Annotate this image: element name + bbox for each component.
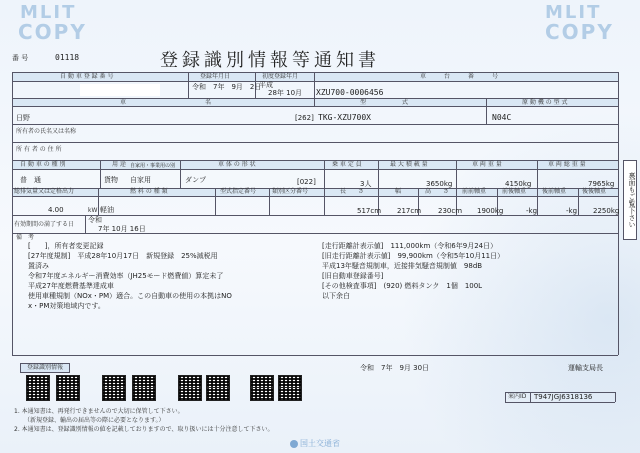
- qr-code: [278, 387, 302, 401]
- page-title: 登録識別情報等通知書: [160, 50, 380, 71]
- remark-line: 令和7年度エネルギー消費効率（JH25モード燃費値）算定未了: [28, 272, 224, 280]
- note-line: 1. 本通知書は、再発行できませんので大切に保管して下さい。: [14, 408, 184, 415]
- remark-line: [その他検査事項] (920) 燃料タンク 1個 100L: [322, 282, 483, 290]
- rating-unit: kW: [88, 207, 98, 214]
- remark-line: 置済み: [28, 262, 49, 270]
- kind-label: 自 動 車 の 種 別: [20, 161, 66, 168]
- front-rear-axle-label: 前後軸重: [502, 188, 527, 195]
- ministry-footer: [290, 438, 340, 449]
- remark-line: [27年度規制] 平成28年10月17日 新規登録 25%減税用: [28, 252, 218, 260]
- qr-code: [178, 387, 202, 401]
- fuel-value: 軽油: [100, 206, 114, 214]
- header-band: [12, 188, 618, 196]
- make-label: 車: [120, 99, 127, 106]
- remark-line: 使用車種規制（NOx・PM）適合。この自動車の使用の本拠はNO: [28, 292, 232, 300]
- rear-rear-axle-label: 後後軸重: [582, 188, 607, 195]
- remark-line: 平成13年騒音規制車，近接排気騒音規制値 98dB: [322, 262, 483, 270]
- remark-line: [走行距離計表示値] 111,000km（令和6年9月24日）: [322, 242, 498, 250]
- number-label: 番 号: [12, 54, 29, 62]
- remark-line: 以下余白: [322, 292, 350, 300]
- use-label: 用 途: [112, 161, 126, 168]
- qr-code: [132, 387, 156, 401]
- gross-value: 7965kg: [588, 180, 615, 188]
- rear-front-axle-value: -kg: [566, 207, 578, 215]
- weight-value: 4150kg: [505, 180, 532, 188]
- length-value: 517cm: [357, 207, 382, 215]
- watermark-mlit: MLIT: [20, 2, 77, 23]
- engine-value: N04C: [492, 113, 512, 122]
- note-line: 2. 本通知書は、登録識別情報の値を記載しておりますので、取り扱いには十分注意して下さい。: [14, 426, 274, 433]
- front-front-axle-label: 前前軸重: [462, 188, 487, 195]
- print-id: T947JGJ6318136: [534, 393, 593, 401]
- issue-date: 令和 7年 9月 30日: [360, 364, 430, 372]
- kind-value: 普 通: [20, 176, 41, 184]
- qr-code: [26, 387, 50, 401]
- model-label: 型 式: [360, 99, 409, 106]
- note-line: （新規登録、輸出の届出等の際に必要となります。）: [24, 417, 165, 424]
- owner-name-label: 所有者の氏名又は名称: [16, 128, 77, 135]
- reg-info-label: 登録識別情報: [20, 363, 70, 373]
- class-no-label: 類別区分番号: [272, 188, 309, 195]
- use-sub-label: 自家用・事業用の別: [130, 163, 176, 169]
- remark-line: [旧走行距離計表示値] 99,900km（令和5年10月11日）: [322, 252, 505, 260]
- remark-line: [旧自動車登録番号]: [322, 272, 384, 280]
- expiry-label: 有効期間の満了する日: [14, 221, 75, 228]
- rear-rear-axle-value: 2250kg: [593, 207, 620, 215]
- body-code: [022]: [297, 178, 316, 186]
- load-label: 最 大 積 載 量: [390, 161, 428, 168]
- remark-line: x・PM対策地域内です。: [28, 302, 105, 310]
- qr-code: [56, 387, 80, 401]
- side-tab: 裏面もご覧下さい: [623, 160, 637, 240]
- qr-code: [206, 387, 230, 401]
- use-value: 貨物: [104, 176, 118, 184]
- watermark-copy: COPY: [545, 20, 614, 44]
- engine-label: 原 動 機 の 型 式: [522, 99, 568, 106]
- gross-label: 車 両 総 重 量: [548, 161, 586, 168]
- width-label: 幅: [395, 188, 402, 195]
- use-private-value: 自家用: [130, 176, 151, 184]
- reg-date-label: 登録年月日: [200, 73, 231, 80]
- owner-address-label: 所 有 者 の 住 所: [16, 146, 62, 153]
- model-value: TKG-XZU700X: [318, 113, 371, 122]
- fuel-label: 燃 料 の 種 類: [130, 188, 168, 195]
- header-band: [12, 160, 618, 169]
- reg-date: 令和 7年 9月 2日: [192, 83, 262, 91]
- height-value: 230cm: [438, 207, 463, 215]
- remarks-label: 備 考: [16, 234, 35, 241]
- qr-code: [102, 387, 126, 401]
- front-front-axle-value: 1900kg: [477, 207, 504, 215]
- width-value: 217cm: [397, 207, 422, 215]
- expiry-date: 7年 10月 16日: [98, 225, 146, 233]
- first-reg-era: 平成: [259, 81, 273, 89]
- watermark-copy: COPY: [18, 20, 87, 44]
- body-label: 車 体 の 形 状: [218, 161, 256, 168]
- vin-label: 車 台 番 号: [420, 73, 499, 80]
- front-rear-axle-value: -kg: [526, 207, 538, 215]
- vin-value: XZU700-0006456: [316, 88, 384, 97]
- expiry-era: 令和: [88, 216, 102, 224]
- first-reg-label: 初度登録年月: [262, 73, 299, 80]
- first-reg-date: 28年 10月: [268, 89, 303, 97]
- issuer: 運輸支局長: [568, 364, 603, 372]
- ministry-logo-icon: [290, 440, 298, 448]
- qr-code: [250, 387, 274, 401]
- rating-label: 総排気量又は定格出力: [14, 188, 75, 195]
- type-no-label: 型式指定番号: [220, 188, 257, 195]
- reg-no-label: 自 動 車 登 録 番 号: [60, 73, 114, 80]
- height-label: 高 さ: [425, 188, 450, 195]
- length-label: 長 さ: [340, 188, 365, 195]
- name-label: 名: [205, 99, 212, 106]
- make-value: 日野: [16, 114, 30, 122]
- load-value: 3650kg: [426, 180, 453, 188]
- watermark-mlit: MLIT: [545, 2, 602, 23]
- remark-line: 平成27年度燃費基準達成車: [28, 282, 114, 290]
- capacity-label: 乗 車 定 員: [332, 161, 362, 168]
- redacted-reg-no: [80, 84, 160, 96]
- capacity-value: 3人: [360, 180, 372, 188]
- remark-line: [ ]，所有者変更記録: [28, 242, 104, 250]
- weight-label: 車 両 重 量: [472, 161, 502, 168]
- document-number: 01118: [55, 53, 80, 62]
- print-id-label: 案内ID: [508, 393, 527, 400]
- body-value: ダンプ: [185, 176, 207, 184]
- rear-front-axle-label: 後前軸重: [542, 188, 567, 195]
- ministry-name: 国土交通省: [300, 439, 340, 448]
- make-code: [262]: [295, 114, 314, 122]
- rating-value: 4.00: [48, 206, 64, 214]
